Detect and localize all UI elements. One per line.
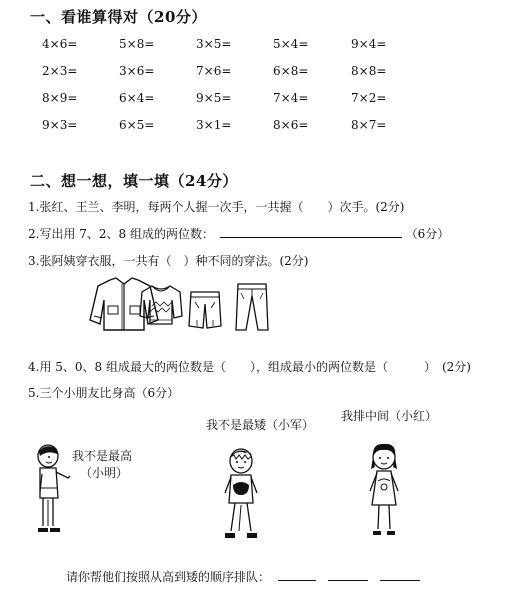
equation: 8×9= — [42, 91, 78, 105]
equation: 3×1= — [196, 118, 232, 132]
question-4: 4.用 5、0、8 组成最大的两位数是（ ），组成最小的两位数是（ ） (2分) — [28, 360, 471, 374]
equation: 7×2= — [351, 91, 387, 105]
boy-xiaojun-figure — [219, 447, 263, 543]
equation: 8×6= — [273, 118, 309, 132]
section1-title: 一、看谁算得对（20分） — [30, 8, 207, 26]
girl-xiaohong-figure — [364, 443, 404, 539]
equation: 7×6= — [196, 64, 232, 78]
sweater-illustration — [138, 282, 184, 328]
equation: 6×8= — [273, 64, 309, 78]
equation: 4×6= — [42, 37, 78, 51]
equation: 2×3= — [42, 64, 78, 78]
answer-line[interactable] — [328, 568, 368, 581]
final-prompt — [66, 568, 420, 585]
equation: 9×5= — [196, 91, 232, 105]
answer-line[interactable] — [278, 568, 316, 581]
question-1: 1.张红、王兰、李明，每两个人握一次手，一共握（ ）次手。(2分) — [28, 200, 405, 214]
answer-line[interactable] — [220, 225, 402, 238]
question-5: 5.三个小朋友比身高（6分） — [28, 386, 180, 400]
speech-xiaojun: 我不是最矮（小军） — [206, 418, 315, 432]
equation: 5×8= — [119, 37, 155, 51]
speech-xiaohong: 我排中间（小红） — [341, 409, 438, 423]
equation: 3×6= — [119, 64, 155, 78]
question-3: 3.张阿姨穿衣服，一共有（ ）种不同的穿法。(2分) — [28, 254, 309, 268]
question-2-text: 2.写出用 7、2、8 组成的两位数： — [28, 227, 214, 241]
final-prompt-text: 请你帮他们按照从高到矮的顺序排队： — [66, 570, 271, 584]
equation: 9×4= — [351, 37, 387, 51]
equation: 9×3= — [42, 118, 78, 132]
equation: 8×8= — [351, 64, 387, 78]
equation: 8×7= — [351, 118, 387, 132]
equation: 5×4= — [273, 37, 309, 51]
trousers-illustration — [232, 282, 272, 332]
equation: 3×5= — [196, 37, 232, 51]
boy-xiaoming-figure — [34, 444, 74, 536]
answer-line[interactable] — [380, 568, 420, 581]
speech-xiaoming-line2: （小明） — [80, 466, 129, 480]
shorts-illustration — [187, 290, 223, 330]
equation: 7×4= — [273, 91, 309, 105]
equation: 6×4= — [119, 91, 155, 105]
equation: 6×5= — [119, 118, 155, 132]
question-2-points: （6分） — [405, 227, 450, 241]
question-2 — [28, 225, 449, 242]
speech-xiaoming-line1: 我不是最高 — [72, 449, 133, 463]
section2-title: 二、想一想，填一填（24分） — [30, 172, 238, 190]
